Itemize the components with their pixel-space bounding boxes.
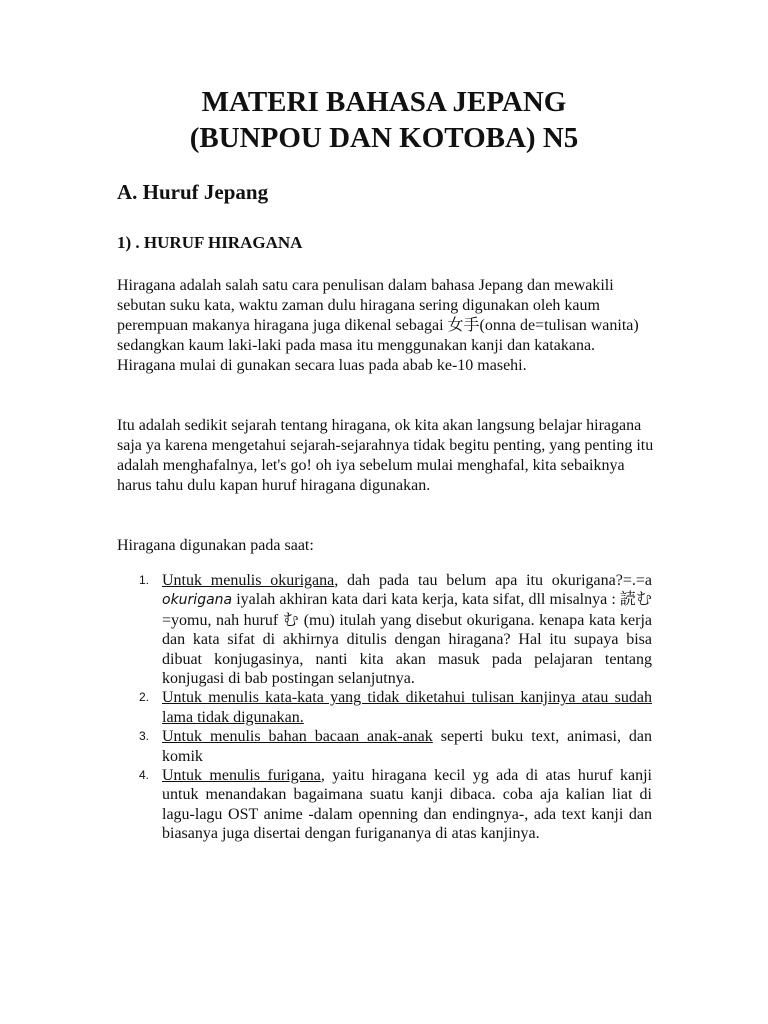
document-title: [0, 84, 768, 156]
list-item: [128, 727, 652, 766]
list-item-underlined: Untuk menulis okurigana: [162, 572, 335, 589]
list-item-underlined: Untuk menulis bahan bacaan anak-anak: [162, 728, 433, 746]
list-item-text: , dah pada tau belum apa itu okurigana?=.=a: [334, 572, 653, 589]
list-item-italic: okurigana: [162, 592, 233, 609]
usage-list: [128, 571, 652, 844]
list-item: [128, 766, 652, 844]
list-item-text: seperti buku text, animasi, dan komik: [162, 728, 652, 765]
paragraph-history: Itu adalah sedikit sejarah tentang hiragana, ok kita akan langsung belajar hiragana saja ya karena mengetahui sejarah-sejarahnya tidak begitu penting, yang penting itu adalah menghafalnya, let's go! oh iya sebelum mulai menghafal, kita sebaiknya harus tahu dulu kapan huruf hiragana digunakan.: [117, 417, 654, 494]
title-line-2: (BUNPOU DAN KOTOBA) N5: [189, 122, 579, 154]
list-number: 4.: [139, 768, 150, 783]
list-number: 1.: [139, 573, 150, 587]
title-line-1: MATERI BAHASA JEPANG: [201, 86, 567, 118]
list-item-underlined: Untuk menulis furigana: [162, 767, 321, 785]
list-item: [128, 688, 652, 727]
paragraph-usage-intro: Hiragana digunakan pada saat:: [117, 537, 314, 554]
list-item-text: , yaitu hiragana kecil yg ada di atas huruf kanji untuk menandakan bagaimana suatu kanji dibaca. coba aja kalian liat di lagu-lagu OST anime -dalam openning dan endingnya-, ada text kanji dan biasanya juga disertai dengan furigananya di atas kanjinya.: [162, 767, 652, 843]
list-number: 3.: [139, 729, 150, 744]
section-heading: A. Huruf Jepang: [117, 180, 269, 204]
list-item: [128, 571, 652, 688]
subheading: 1) . HURUF HIRAGANA: [117, 233, 303, 252]
list-number: 2.: [139, 690, 150, 705]
paragraph-intro: Hiragana adalah salah satu cara penulisan dalam bahasa Jepang dan mewakili sebutan suku kata, waktu zaman dulu hiragana sering digunakan oleh kaum perempuan makanya hiragana juga dikenal sebagai 女手(onna de=tulisan wanita) sedangkan kaum laki-laki pada masa itu menggunakan kanji dan katakana. Hiragana mulai di gunakan secara luas pada abab ke-10 masehi.: [117, 277, 639, 374]
list-item-text: iyalah akhiran kata dari kata kerja, kata sifat, dll misalnya : 読む=yomu, nah huruf む (mu) itulah yang disebut okurigana. kenapa kata kerja dan kata sifat di akhirnya ditulis dengan hiragana? Hal itu supaya bisa dibuat konjugasinya, nanti kita akan masuk pada pelajaran tentang konjugasi di bab postingan selanjutnya.: [162, 591, 652, 688]
list-item-underlined: Untuk menulis kata-kata yang tidak diketahui tulisan kanjinya atau sudah lama tidak digunakan.: [162, 689, 652, 726]
